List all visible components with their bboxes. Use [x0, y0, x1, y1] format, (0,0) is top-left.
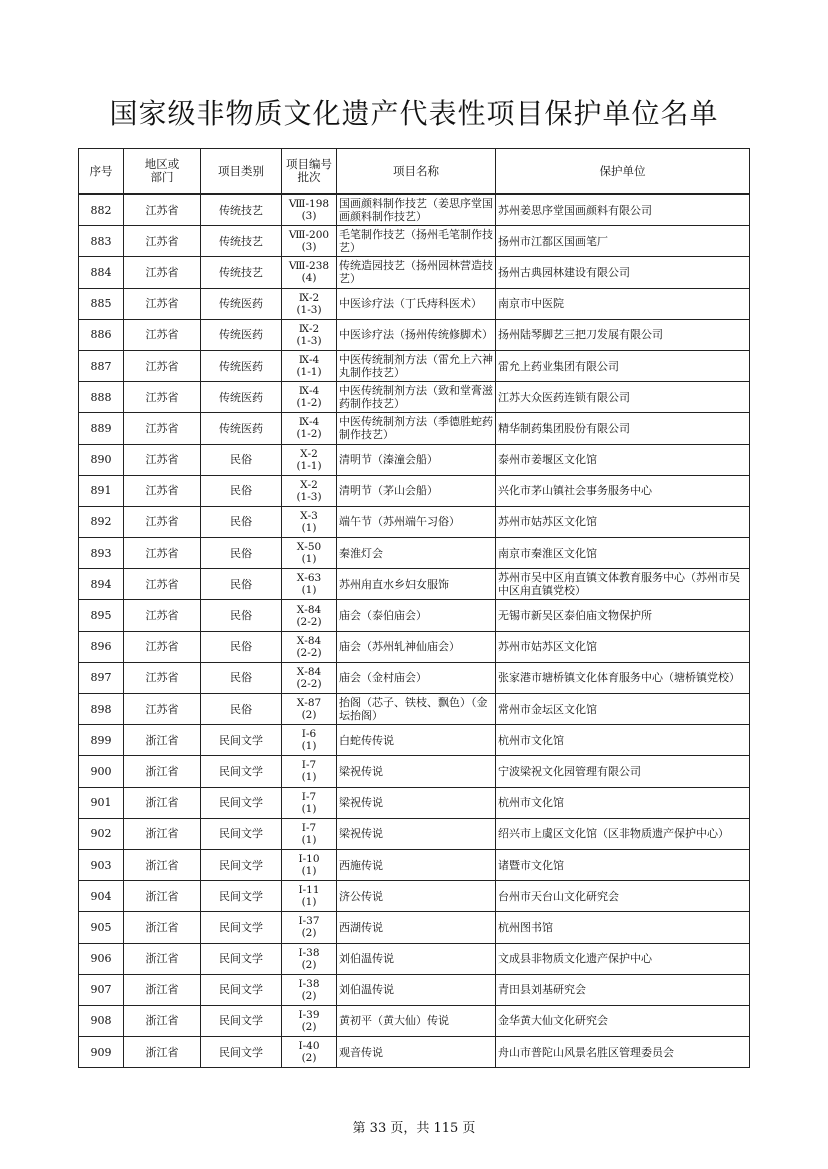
row-category: 民间文学	[201, 881, 282, 912]
row-category: 传统医药	[201, 350, 282, 381]
row-project-name: 抬阁（芯子、铁枝、飘色）（金坛抬阁）	[337, 694, 496, 725]
row-protection-unit: 苏州市姑苏区文化馆	[496, 631, 750, 662]
row-code: Ⅹ-63 (1)	[282, 569, 337, 600]
row-region: 江苏省	[124, 413, 201, 444]
row-number: 883	[79, 226, 124, 257]
row-category: 传统技艺	[201, 194, 282, 226]
row-category: 传统医药	[201, 319, 282, 350]
row-region: 浙江省	[124, 756, 201, 787]
row-protection-unit: 苏州姜思序堂国画颜料有限公司	[496, 194, 750, 226]
table-row	[79, 849, 750, 880]
row-code: Ⅸ-4 (1-2)	[282, 382, 337, 413]
row-code: Ⅸ-2 (1-3)	[282, 288, 337, 319]
row-project-name: 梁祝传说	[337, 756, 496, 787]
row-number: 909	[79, 1037, 124, 1068]
row-code: Ⅸ-4 (1-1)	[282, 350, 337, 381]
row-code: Ⅷ-198 (3)	[282, 194, 337, 226]
row-project-name: 刘伯温传说	[337, 974, 496, 1005]
row-region: 江苏省	[124, 694, 201, 725]
row-number: 889	[79, 413, 124, 444]
table-row	[79, 725, 750, 756]
row-region: 江苏省	[124, 444, 201, 475]
row-code: Ⅰ-11 (1)	[282, 881, 337, 912]
row-project-name: 中医传统制剂方法（致和堂膏滋药制作技艺）	[337, 382, 496, 413]
row-code: Ⅰ-38 (2)	[282, 974, 337, 1005]
table-row	[79, 943, 750, 974]
row-category: 民间文学	[201, 1005, 282, 1036]
table-row	[79, 444, 750, 475]
row-category: 民俗	[201, 538, 282, 569]
row-number: 903	[79, 849, 124, 880]
row-code: Ⅹ-2 (1-3)	[282, 475, 337, 506]
table-row	[79, 413, 750, 444]
header-cell: 地区或 部门	[124, 149, 201, 195]
row-code: Ⅸ-2 (1-3)	[282, 319, 337, 350]
row-code: Ⅷ-200 (3)	[282, 226, 337, 257]
table-row	[79, 787, 750, 818]
row-code: Ⅹ-84 (2-2)	[282, 631, 337, 662]
row-region: 江苏省	[124, 506, 201, 537]
row-protection-unit: 杭州市文化馆	[496, 787, 750, 818]
table-row	[79, 506, 750, 537]
row-region: 浙江省	[124, 974, 201, 1005]
row-project-name: 秦淮灯会	[337, 538, 496, 569]
row-number: 906	[79, 943, 124, 974]
row-region: 江苏省	[124, 350, 201, 381]
row-protection-unit: 青田县刘基研究会	[496, 974, 750, 1005]
row-region: 浙江省	[124, 943, 201, 974]
row-protection-unit: 张家港市塘桥镇文化体育服务中心（塘桥镇党校）	[496, 662, 750, 693]
row-number: 887	[79, 350, 124, 381]
row-number: 885	[79, 288, 124, 319]
row-project-name: 端午节（苏州端午习俗）	[337, 506, 496, 537]
row-protection-unit: 杭州市文化馆	[496, 725, 750, 756]
row-region: 浙江省	[124, 1037, 201, 1068]
row-number: 901	[79, 787, 124, 818]
row-project-name: 庙会（金村庙会）	[337, 662, 496, 693]
table-row	[79, 756, 750, 787]
row-project-name: 刘伯温传说	[337, 943, 496, 974]
row-category: 民间文学	[201, 1037, 282, 1068]
table-row	[79, 350, 750, 381]
row-project-name: 清明节（茅山会船）	[337, 475, 496, 506]
row-number: 888	[79, 382, 124, 413]
row-protection-unit: 文成县非物质文化遗产保护中心	[496, 943, 750, 974]
row-category: 民间文学	[201, 818, 282, 849]
page-footer: 第 33 页，共 115 页	[352, 1121, 476, 1136]
table-row	[79, 475, 750, 506]
row-number: 884	[79, 257, 124, 288]
header-cell: 保护单位	[496, 149, 750, 195]
table-row	[79, 1037, 750, 1068]
heritage-table	[78, 148, 750, 1068]
row-protection-unit: 泰州市姜堰区文化馆	[496, 444, 750, 475]
row-code: Ⅰ-38 (2)	[282, 943, 337, 974]
row-project-name: 苏州甪直水乡妇女服饰	[337, 569, 496, 600]
row-region: 浙江省	[124, 787, 201, 818]
row-code: Ⅷ-238 (4)	[282, 257, 337, 288]
row-category: 民俗	[201, 444, 282, 475]
row-region: 浙江省	[124, 818, 201, 849]
row-project-name: 国画颜料制作技艺（姜思序堂国画颜料制作技艺）	[337, 194, 496, 226]
row-protection-unit: 无锡市新吴区泰伯庙文物保护所	[496, 600, 750, 631]
row-project-name: 观音传说	[337, 1037, 496, 1068]
row-region: 江苏省	[124, 319, 201, 350]
row-region: 浙江省	[124, 881, 201, 912]
table-row	[79, 694, 750, 725]
header-cell: 序号	[79, 149, 124, 195]
row-protection-unit: 扬州市江都区国画笔厂	[496, 226, 750, 257]
row-category: 传统医药	[201, 288, 282, 319]
row-project-name: 中医传统制剂方法（雷允上六神丸制作技艺）	[337, 350, 496, 381]
row-region: 江苏省	[124, 569, 201, 600]
row-project-name: 庙会（泰伯庙会）	[337, 600, 496, 631]
row-code: Ⅹ-84 (2-2)	[282, 662, 337, 693]
row-category: 民间文学	[201, 912, 282, 943]
row-category: 民俗	[201, 694, 282, 725]
row-category: 民俗	[201, 569, 282, 600]
row-category: 民间文学	[201, 974, 282, 1005]
row-protection-unit: 舟山市普陀山风景名胜区管理委员会	[496, 1037, 750, 1068]
row-region: 江苏省	[124, 194, 201, 226]
row-number: 896	[79, 631, 124, 662]
row-category: 民间文学	[201, 756, 282, 787]
table-row	[79, 818, 750, 849]
row-number: 905	[79, 912, 124, 943]
row-category: 传统技艺	[201, 257, 282, 288]
row-number: 892	[79, 506, 124, 537]
row-category: 民俗	[201, 600, 282, 631]
row-region: 江苏省	[124, 600, 201, 631]
header-cell: 项目编号 批次	[282, 149, 337, 195]
row-protection-unit: 兴化市茅山镇社会事务服务中心	[496, 475, 750, 506]
table-row	[79, 288, 750, 319]
row-category: 民间文学	[201, 725, 282, 756]
table-row	[79, 226, 750, 257]
table-row	[79, 662, 750, 693]
row-code: Ⅰ-40 (2)	[282, 1037, 337, 1068]
row-code: Ⅹ-2 (1-1)	[282, 444, 337, 475]
row-protection-unit: 台州市天台山文化研究会	[496, 881, 750, 912]
row-region: 浙江省	[124, 725, 201, 756]
row-region: 江苏省	[124, 257, 201, 288]
row-number: 891	[79, 475, 124, 506]
row-number: 899	[79, 725, 124, 756]
table-row	[79, 569, 750, 600]
row-code: Ⅰ-7 (1)	[282, 818, 337, 849]
row-category: 民俗	[201, 506, 282, 537]
row-protection-unit: 江苏大众医药连锁有限公司	[496, 382, 750, 413]
row-number: 900	[79, 756, 124, 787]
row-code: Ⅰ-37 (2)	[282, 912, 337, 943]
row-project-name: 白蛇传传说	[337, 725, 496, 756]
table-row	[79, 538, 750, 569]
row-project-name: 黄初平（黄大仙）传说	[337, 1005, 496, 1036]
table-row	[79, 631, 750, 662]
row-project-name: 中医传统制剂方法（季德胜蛇药制作技艺）	[337, 413, 496, 444]
row-protection-unit: 苏州市吴中区甪直镇文体教育服务中心（苏州市吴中区甪直镇党校）	[496, 569, 750, 600]
row-code: Ⅹ-87 (2)	[282, 694, 337, 725]
row-category: 传统技艺	[201, 226, 282, 257]
row-protection-unit: 杭州图书馆	[496, 912, 750, 943]
row-protection-unit: 宁波梁祝文化园管理有限公司	[496, 756, 750, 787]
row-protection-unit: 苏州市姑苏区文化馆	[496, 506, 750, 537]
row-region: 江苏省	[124, 631, 201, 662]
row-number: 898	[79, 694, 124, 725]
row-region: 江苏省	[124, 538, 201, 569]
table-row	[79, 194, 750, 226]
row-number: 886	[79, 319, 124, 350]
row-region: 江苏省	[124, 662, 201, 693]
table-row	[79, 881, 750, 912]
row-project-name: 清明节（溱潼会船）	[337, 444, 496, 475]
row-protection-unit: 绍兴市上虞区文化馆（区非物质遗产保护中心）	[496, 818, 750, 849]
row-number: 890	[79, 444, 124, 475]
row-project-name: 中医诊疗法（扬州传统修脚术）	[337, 319, 496, 350]
row-region: 浙江省	[124, 1005, 201, 1036]
row-protection-unit: 精华制药集团股份有限公司	[496, 413, 750, 444]
row-number: 904	[79, 881, 124, 912]
header-cell: 项目类别	[201, 149, 282, 195]
row-number: 893	[79, 538, 124, 569]
row-project-name: 济公传说	[337, 881, 496, 912]
row-code: Ⅹ-50 (1)	[282, 538, 337, 569]
row-protection-unit: 南京市中医院	[496, 288, 750, 319]
row-region: 江苏省	[124, 288, 201, 319]
row-protection-unit: 南京市秦淮区文化馆	[496, 538, 750, 569]
row-project-name: 庙会（苏州轧神仙庙会）	[337, 631, 496, 662]
row-code: Ⅹ-84 (2-2)	[282, 600, 337, 631]
row-category: 传统医药	[201, 382, 282, 413]
row-number: 908	[79, 1005, 124, 1036]
row-category: 民俗	[201, 475, 282, 506]
table-row	[79, 319, 750, 350]
row-category: 民俗	[201, 631, 282, 662]
row-number: 897	[79, 662, 124, 693]
row-number: 907	[79, 974, 124, 1005]
row-code: Ⅰ-7 (1)	[282, 756, 337, 787]
table-row	[79, 912, 750, 943]
row-protection-unit: 常州市金坛区文化馆	[496, 694, 750, 725]
row-project-name: 西湖传说	[337, 912, 496, 943]
row-code: Ⅰ-10 (1)	[282, 849, 337, 880]
row-region: 江苏省	[124, 475, 201, 506]
row-code: Ⅰ-7 (1)	[282, 787, 337, 818]
table-row	[79, 974, 750, 1005]
row-code: Ⅹ-3 (1)	[282, 506, 337, 537]
table-row	[79, 600, 750, 631]
row-project-name: 梁祝传说	[337, 787, 496, 818]
table-row	[79, 1005, 750, 1036]
header-cell: 项目名称	[337, 149, 496, 195]
row-number: 902	[79, 818, 124, 849]
page-title: 国家级非物质文化遗产代表性项目保护单位名单	[109, 97, 719, 130]
row-number: 882	[79, 194, 124, 226]
table-row	[79, 257, 750, 288]
row-code: Ⅰ-39 (2)	[282, 1005, 337, 1036]
row-code: Ⅰ-6 (1)	[282, 725, 337, 756]
row-category: 民间文学	[201, 787, 282, 818]
row-category: 民间文学	[201, 943, 282, 974]
row-project-name: 毛笔制作技艺（扬州毛笔制作技艺）	[337, 226, 496, 257]
row-protection-unit: 雷允上药业集团有限公司	[496, 350, 750, 381]
row-region: 江苏省	[124, 382, 201, 413]
row-project-name: 梁祝传说	[337, 818, 496, 849]
row-category: 传统医药	[201, 413, 282, 444]
row-project-name: 中医诊疗法（丁氏痔科医术）	[337, 288, 496, 319]
row-code: Ⅸ-4 (1-2)	[282, 413, 337, 444]
row-number: 894	[79, 569, 124, 600]
row-region: 浙江省	[124, 849, 201, 880]
table-row	[79, 382, 750, 413]
row-region: 江苏省	[124, 226, 201, 257]
row-region: 浙江省	[124, 912, 201, 943]
row-category: 民间文学	[201, 849, 282, 880]
row-protection-unit: 扬州陆琴脚艺三把刀发展有限公司	[496, 319, 750, 350]
row-number: 895	[79, 600, 124, 631]
row-project-name: 传统造园技艺（扬州园林营造技艺）	[337, 257, 496, 288]
row-project-name: 西施传说	[337, 849, 496, 880]
row-protection-unit: 扬州古典园林建设有限公司	[496, 257, 750, 288]
row-protection-unit: 诸暨市文化馆	[496, 849, 750, 880]
row-category: 民俗	[201, 662, 282, 693]
row-protection-unit: 金华黄大仙文化研究会	[496, 1005, 750, 1036]
table-header-row	[79, 149, 750, 195]
